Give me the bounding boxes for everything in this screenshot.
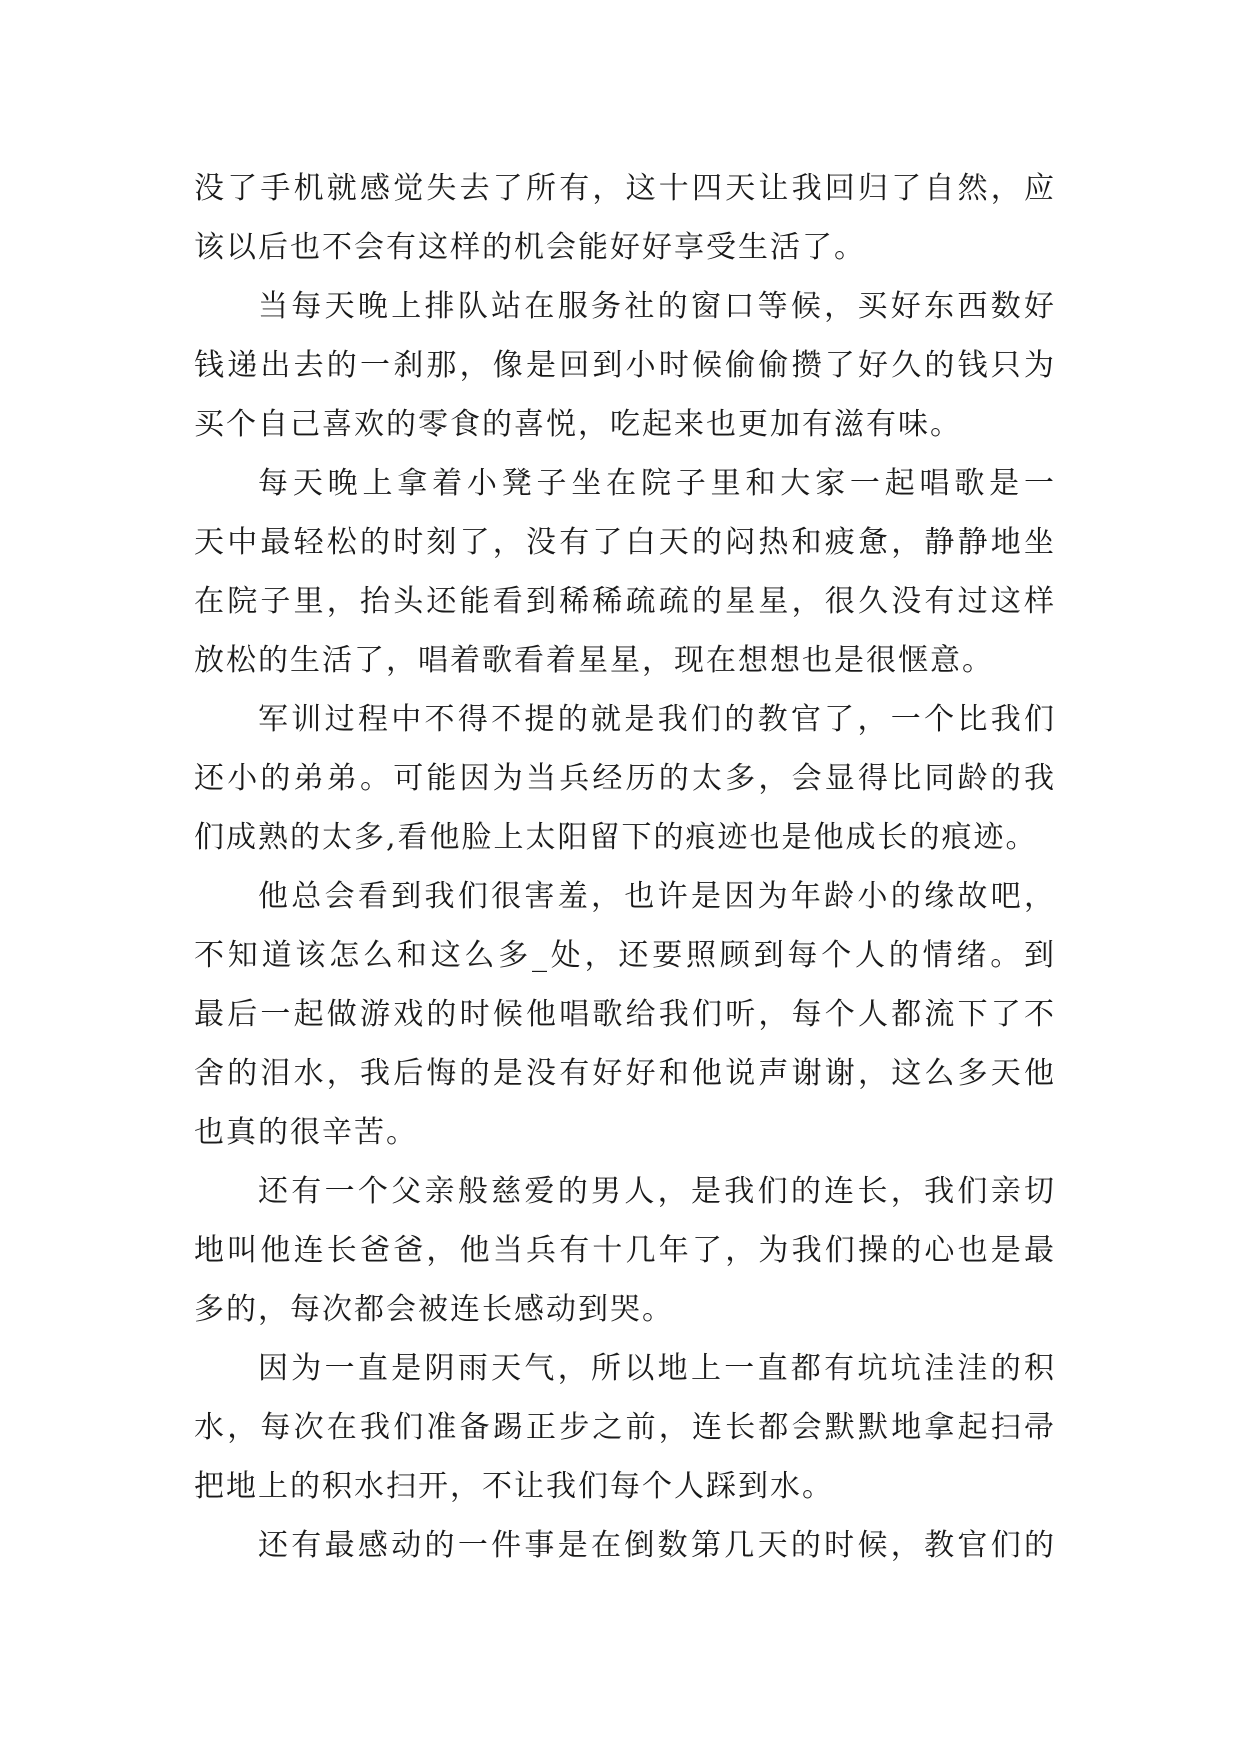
text-line: 在院子里，抬头还能看到稀稀疏疏的星星，很久没有过这样 xyxy=(194,584,1056,619)
text-line: 放松的生活了，唱着歌看着星星，现在想想也是很惬意。 xyxy=(194,643,994,678)
text-line: 最后一起做游戏的时候他唱歌给我们听，每个人都流下了不 xyxy=(194,997,1056,1032)
text-line: 他总会看到我们很害羞，也许是因为年龄小的缘故吧， xyxy=(258,879,1056,914)
text-line: 因为一直是阴雨天气，所以地上一直都有坑坑洼洼的积 xyxy=(258,1351,1056,1386)
text-line: 当每天晚上排队站在服务社的窗口等候，买好东西数好 xyxy=(258,289,1056,324)
text-line: 把地上的积水扫开，不让我们每个人踩到水。 xyxy=(194,1469,834,1504)
document-body xyxy=(194,159,1056,1575)
text-line: 地叫他连长爸爸，他当兵有十几年了，为我们操的心也是最 xyxy=(194,1233,1056,1268)
text-line: 还有最感动的一件事是在倒数第几天的时候，教官们的 xyxy=(258,1528,1056,1563)
text-line: 水，每次在我们准备踢正步之前，连长都会默默地拿起扫帚 xyxy=(194,1410,1056,1445)
text-line: 还小的弟弟。可能因为当兵经历的太多，会显得比同龄的我 xyxy=(194,761,1056,796)
text-line: 买个自己喜欢的零食的喜悦，吃起来也更加有滋有味。 xyxy=(194,407,962,442)
text-line: 多的，每次都会被连长感动到哭。 xyxy=(194,1292,674,1327)
text-line: 钱递出去的一刹那，像是回到小时候偷偷攒了好久的钱只为 xyxy=(194,348,1056,383)
text-line: 军训过程中不得不提的就是我们的教官了，一个比我们 xyxy=(258,702,1056,737)
text-line: 也真的很辛苦。 xyxy=(194,1115,418,1150)
text-line: 该以后也不会有这样的机会能好好享受生活了。 xyxy=(194,230,866,265)
text-line: 每天晚上拿着小凳子坐在院子里和大家一起唱歌是一 xyxy=(258,466,1056,501)
text-line: 没了手机就感觉失去了所有，这十四天让我回归了自然，应 xyxy=(194,171,1056,206)
text-line: 不知道该怎么和这么多_处，还要照顾到每个人的情绪。到 xyxy=(194,938,1056,973)
text-line: 舍的泪水，我后悔的是没有好好和他说声谢谢，这么多天他 xyxy=(194,1056,1056,1091)
text-line: 天中最轻松的时刻了，没有了白天的闷热和疲惫，静静地坐 xyxy=(194,525,1056,560)
text-line: 们成熟的太多,看他脸上太阳留下的痕迹也是他成长的痕迹。 xyxy=(194,820,1038,855)
text-line: 还有一个父亲般慈爱的男人，是我们的连长，我们亲切 xyxy=(258,1174,1056,1209)
